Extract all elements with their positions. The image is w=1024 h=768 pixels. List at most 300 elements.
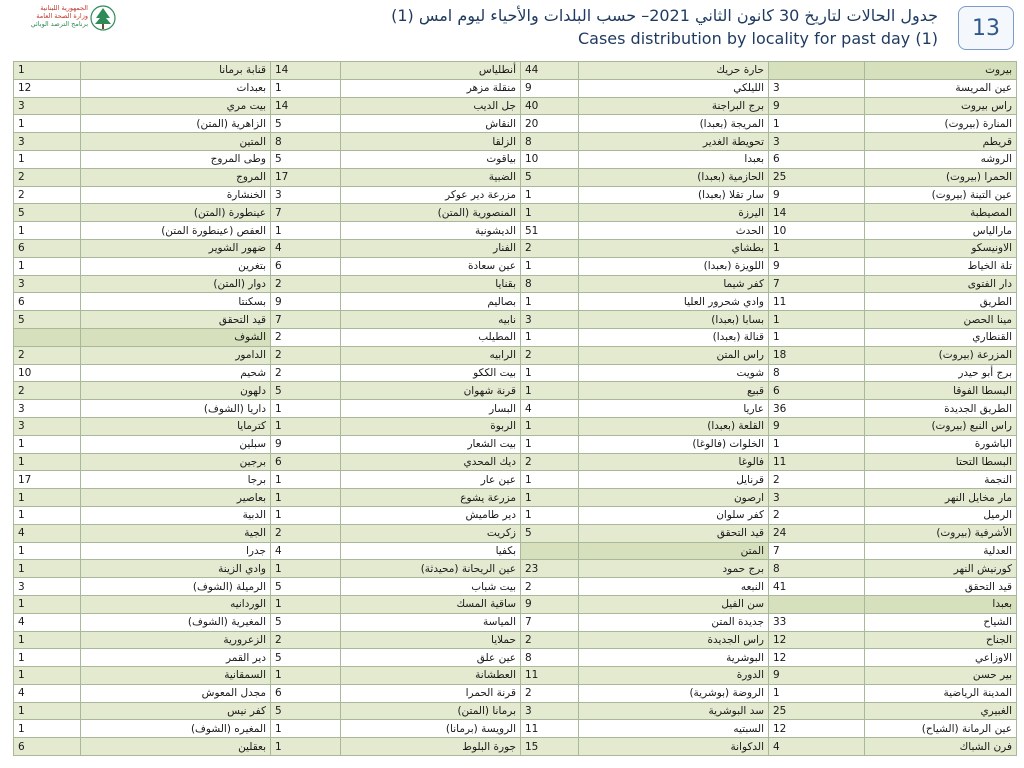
logo-line-1: الجمهورية اللبنانية	[40, 4, 88, 12]
locality-name: الحازمية (بعبدا)	[579, 168, 769, 186]
locality-name: بطشاي	[579, 239, 769, 257]
locality-name: جدرا	[81, 542, 271, 560]
locality-name: عين عار	[341, 471, 521, 489]
case-count: 9	[769, 97, 865, 115]
case-count: 1	[14, 560, 81, 578]
locality-name: سد البوشرية	[579, 702, 769, 720]
case-count: 7	[271, 204, 341, 222]
locality-name: فرن الشباك	[865, 738, 1017, 756]
case-count: 14	[769, 204, 865, 222]
table-row	[14, 79, 1017, 97]
case-count: 18	[769, 346, 865, 364]
case-count: 2	[14, 382, 81, 400]
case-count: 3	[14, 400, 81, 418]
case-count: 1	[14, 649, 81, 667]
ministry-logo	[8, 4, 116, 34]
case-count: 4	[14, 613, 81, 631]
case-count	[769, 595, 865, 613]
locality-name: البسطا التحتا	[865, 453, 1017, 471]
locality-name: المصيطبة	[865, 204, 1017, 222]
cases-table-container	[14, 61, 1017, 756]
locality-name: ساقية المسك	[341, 595, 521, 613]
table-row	[14, 613, 1017, 631]
case-count: 6	[769, 382, 865, 400]
case-count: 8	[271, 133, 341, 151]
table-row	[14, 471, 1017, 489]
case-count: 6	[271, 684, 341, 702]
locality-name: مزرعة يشوع	[341, 489, 521, 507]
locality-name: برجين	[81, 453, 271, 471]
title-arabic: جدول الحالات لتاريخ 30 كانون الثاني 2021– حسب البلدات والأحياء ليوم امس (1)	[391, 6, 938, 25]
table-row	[14, 222, 1017, 240]
locality-name: السبتيه	[579, 720, 769, 738]
locality-name: المدينة الرياضية	[865, 684, 1017, 702]
locality-name: سبلين	[81, 435, 271, 453]
case-count: 1	[271, 79, 341, 97]
locality-name: كفر نيس	[81, 702, 271, 720]
table-row	[14, 720, 1017, 738]
locality-name: الاوزاعي	[865, 649, 1017, 667]
case-count: 5	[271, 382, 341, 400]
locality-name: قيد التحقق	[865, 578, 1017, 596]
case-count: 1	[14, 150, 81, 168]
locality-name: الخلوات (فالوغا)	[579, 435, 769, 453]
locality-name: الليلكي	[579, 79, 769, 97]
case-count: 9	[769, 257, 865, 275]
case-count: 1	[769, 435, 865, 453]
case-count: 8	[521, 133, 579, 151]
locality-name: الدبية	[81, 506, 271, 524]
locality-name: كفر سلوان	[579, 506, 769, 524]
case-count: 7	[769, 275, 865, 293]
table-row	[14, 186, 1017, 204]
case-count: 2	[521, 453, 579, 471]
locality-name: مار مخايل النهر	[865, 489, 1017, 507]
locality-name: تحويطة الغدير	[579, 133, 769, 151]
case-count: 8	[521, 275, 579, 293]
case-count: 5	[271, 649, 341, 667]
locality-name: النجمة	[865, 471, 1017, 489]
case-count: 23	[521, 560, 579, 578]
table-row	[14, 578, 1017, 596]
logo-line-3: برنامج الترصد الوبائي	[30, 20, 88, 28]
table-row	[14, 400, 1017, 418]
page-header	[0, 0, 1024, 58]
case-count: 2	[521, 346, 579, 364]
locality-name: شويت	[579, 364, 769, 382]
locality-name: وادي شحرور العليا	[579, 293, 769, 311]
case-count: 12	[769, 631, 865, 649]
case-count: 9	[521, 595, 579, 613]
locality-name: المتين	[81, 133, 271, 151]
case-count: 10	[769, 222, 865, 240]
case-count: 4	[521, 400, 579, 418]
locality-name: ضهور الشوير	[81, 239, 271, 257]
case-count: 9	[769, 417, 865, 435]
locality-name: الروضة (بوشرية)	[579, 684, 769, 702]
locality-name: الطريق	[865, 293, 1017, 311]
case-count: 3	[769, 133, 865, 151]
locality-name: برج البراجنة	[579, 97, 769, 115]
case-count: 3	[521, 702, 579, 720]
locality-name: المريجة (بعبدا)	[579, 115, 769, 133]
locality-name: الجية	[81, 524, 271, 542]
case-count: 1	[521, 204, 579, 222]
locality-name: الاونيسكو	[865, 239, 1017, 257]
locality-name: الرميل	[865, 506, 1017, 524]
table-row	[14, 168, 1017, 186]
case-count: 1	[769, 239, 865, 257]
case-count: 2	[521, 239, 579, 257]
locality-name: الروشه	[865, 150, 1017, 168]
table-row	[14, 506, 1017, 524]
case-count: 1	[271, 667, 341, 685]
case-count: 3	[14, 133, 81, 151]
case-count: 11	[521, 667, 579, 685]
locality-name: عين سعادة	[341, 257, 521, 275]
case-count: 8	[769, 560, 865, 578]
locality-name: بعبدا	[865, 595, 1017, 613]
table-row	[14, 346, 1017, 364]
locality-name: قنالة (بعبدا)	[579, 328, 769, 346]
case-count: 1	[14, 702, 81, 720]
locality-name: المياسة	[341, 613, 521, 631]
case-count: 4	[769, 738, 865, 756]
case-count: 1	[14, 115, 81, 133]
locality-name: عين الريحانة (محيدثة)	[341, 560, 521, 578]
case-count: 51	[521, 222, 579, 240]
locality-name: عينطورة (المتن)	[81, 204, 271, 222]
case-count: 17	[14, 471, 81, 489]
table-row	[14, 453, 1017, 471]
table-row	[14, 239, 1017, 257]
case-count: 3	[769, 79, 865, 97]
locality-name: عين علق	[341, 649, 521, 667]
case-count: 1	[271, 595, 341, 613]
locality-name: جل الديب	[341, 97, 521, 115]
table-row	[14, 204, 1017, 222]
case-count: 12	[769, 649, 865, 667]
case-count: 1	[769, 311, 865, 329]
case-count: 20	[521, 115, 579, 133]
locality-name: مينا الحصن	[865, 311, 1017, 329]
locality-name: برجا	[81, 471, 271, 489]
case-count: 40	[521, 97, 579, 115]
locality-name: بعاصير	[81, 489, 271, 507]
locality-name: مجدل المعوش	[81, 684, 271, 702]
locality-name: المغيره (الشوف)	[81, 720, 271, 738]
case-count: 5	[271, 613, 341, 631]
locality-name: الطريق الجديدة	[865, 400, 1017, 418]
locality-name: الزلقا	[341, 133, 521, 151]
locality-name: بيت الشعار	[341, 435, 521, 453]
locality-name: وادي الزينة	[81, 560, 271, 578]
locality-name: نابيه	[341, 311, 521, 329]
case-count: 9	[271, 435, 341, 453]
case-count: 1	[521, 328, 579, 346]
case-count: 1	[14, 595, 81, 613]
case-count: 1	[769, 684, 865, 702]
locality-name: بسابا (بعبدا)	[579, 311, 769, 329]
locality-name: بيروت	[865, 62, 1017, 80]
locality-name: دار الفتوى	[865, 275, 1017, 293]
case-count: 36	[769, 400, 865, 418]
table-row	[14, 382, 1017, 400]
locality-name: الحمرا (بيروت)	[865, 168, 1017, 186]
case-count: 2	[769, 471, 865, 489]
locality-name: دير القمر	[81, 649, 271, 667]
page-number-badge: 13	[958, 6, 1014, 50]
case-count: 2	[271, 328, 341, 346]
locality-name: الأشرفية (بيروت)	[865, 524, 1017, 542]
locality-name: سار تقلا (بعبدا)	[579, 186, 769, 204]
locality-name: الفنار	[341, 239, 521, 257]
locality-name: حارة حريك	[579, 62, 769, 80]
locality-name: سن الفيل	[579, 595, 769, 613]
locality-name: النبعه	[579, 578, 769, 596]
case-count: 9	[271, 293, 341, 311]
case-count: 5	[271, 578, 341, 596]
locality-name: اللويزة (بعبدا)	[579, 257, 769, 275]
locality-name: الزاهرية (المتن)	[81, 115, 271, 133]
case-count: 1	[14, 453, 81, 471]
case-count: 1	[521, 293, 579, 311]
locality-name: السمقانية	[81, 667, 271, 685]
case-count: 10	[521, 150, 579, 168]
title-english: Cases distribution by locality for past day (1)	[577, 29, 938, 48]
locality-name: منقلة مزهر	[341, 79, 521, 97]
locality-name: الباشورة	[865, 435, 1017, 453]
case-count: 7	[521, 613, 579, 631]
locality-name: كترمايا	[81, 417, 271, 435]
case-count: 1	[271, 222, 341, 240]
case-count: 1	[271, 720, 341, 738]
case-count: 33	[769, 613, 865, 631]
locality-name: قرنايل	[579, 471, 769, 489]
case-count: 17	[271, 168, 341, 186]
case-count: 4	[271, 542, 341, 560]
case-count: 5	[14, 311, 81, 329]
locality-name: راس المتن	[579, 346, 769, 364]
locality-name: عاريا	[579, 400, 769, 418]
locality-name: قيد التحقق	[81, 311, 271, 329]
case-count: 12	[769, 720, 865, 738]
locality-name: قبيع	[579, 382, 769, 400]
case-count: 1	[769, 115, 865, 133]
locality-name: الشوف	[81, 328, 271, 346]
case-count: 1	[271, 400, 341, 418]
case-count: 5	[271, 115, 341, 133]
locality-name: بسكنتا	[81, 293, 271, 311]
locality-name: الدورة	[579, 667, 769, 685]
locality-name: القنطاري	[865, 328, 1017, 346]
case-count: 1	[14, 506, 81, 524]
locality-name: ديك المحدي	[341, 453, 521, 471]
case-count: 11	[521, 720, 579, 738]
table-row	[14, 560, 1017, 578]
table-row	[14, 275, 1017, 293]
locality-name: البسار	[341, 400, 521, 418]
locality-name: قيد التحقق	[579, 524, 769, 542]
locality-name: المطيلب	[341, 328, 521, 346]
locality-name: النقاش	[341, 115, 521, 133]
case-count: 1	[271, 738, 341, 756]
case-count: 1	[271, 471, 341, 489]
locality-name: راس بيروت	[865, 97, 1017, 115]
locality-name: المروج	[81, 168, 271, 186]
locality-name: الشياح	[865, 613, 1017, 631]
table-row	[14, 364, 1017, 382]
case-count: 25	[769, 702, 865, 720]
locality-name: داريا (الشوف)	[81, 400, 271, 418]
case-count: 1	[521, 382, 579, 400]
locality-name: العدلية	[865, 542, 1017, 560]
locality-name: كفر شيما	[579, 275, 769, 293]
locality-name: المتن	[579, 542, 769, 560]
cases-table	[13, 61, 1017, 756]
case-count: 1	[14, 435, 81, 453]
case-count: 3	[14, 578, 81, 596]
locality-name: الدامور	[81, 346, 271, 364]
locality-name: الديشونية	[341, 222, 521, 240]
case-count: 6	[769, 150, 865, 168]
locality-name: العفص (عينطورة المتن)	[81, 222, 271, 240]
locality-name: بيت مري	[81, 97, 271, 115]
case-count	[769, 62, 865, 80]
table-row	[14, 702, 1017, 720]
case-count: 3	[521, 311, 579, 329]
locality-name: راس الجديدة	[579, 631, 769, 649]
locality-name: مارالياس	[865, 222, 1017, 240]
case-count: 1	[14, 62, 81, 80]
locality-name: بيت شباب	[341, 578, 521, 596]
case-count: 1	[521, 471, 579, 489]
case-count: 5	[14, 204, 81, 222]
case-count: 12	[14, 79, 81, 97]
locality-name: راس النبع (بيروت)	[865, 417, 1017, 435]
case-count: 4	[14, 684, 81, 702]
locality-name: الغبيري	[865, 702, 1017, 720]
locality-name: بكفيا	[341, 542, 521, 560]
case-count: 6	[14, 293, 81, 311]
locality-name: المزرعة (بيروت)	[865, 346, 1017, 364]
table-row	[14, 595, 1017, 613]
case-count: 3	[14, 97, 81, 115]
case-count: 1	[14, 631, 81, 649]
case-count: 2	[271, 346, 341, 364]
locality-name: الجناح	[865, 631, 1017, 649]
locality-name: بصاليم	[341, 293, 521, 311]
case-count: 4	[14, 524, 81, 542]
case-count: 5	[521, 168, 579, 186]
cedar-icon	[90, 4, 116, 34]
table-row	[14, 257, 1017, 275]
locality-name: جورة البلوط	[341, 738, 521, 756]
locality-name: قرنة الحمرا	[341, 684, 521, 702]
case-count: 2	[769, 506, 865, 524]
locality-name: زكريت	[341, 524, 521, 542]
case-count: 8	[521, 649, 579, 667]
case-count: 2	[271, 631, 341, 649]
case-count: 2	[271, 275, 341, 293]
ministry-logo-text	[31, 4, 88, 28]
locality-name: الربوة	[341, 417, 521, 435]
case-count: 3	[769, 489, 865, 507]
case-count: 15	[521, 738, 579, 756]
locality-name: الدكوانة	[579, 738, 769, 756]
locality-name: الرويسة (برمانا)	[341, 720, 521, 738]
table-row	[14, 97, 1017, 115]
locality-name: مزرعة دير عوكر	[341, 186, 521, 204]
case-count: 1	[521, 506, 579, 524]
table-row	[14, 738, 1017, 756]
locality-name: المنارة (بيروت)	[865, 115, 1017, 133]
locality-name: الوردانيه	[81, 595, 271, 613]
locality-name: برج أبو حيدر	[865, 364, 1017, 382]
case-count: 11	[769, 293, 865, 311]
case-count: 1	[14, 542, 81, 560]
table-row	[14, 62, 1017, 80]
logo-line-2: وزارة الصحة العامة	[36, 12, 88, 20]
table-row	[14, 435, 1017, 453]
table-row	[14, 524, 1017, 542]
locality-name: عين الرمانة (الشياح)	[865, 720, 1017, 738]
case-count: 6	[14, 738, 81, 756]
case-count: 2	[14, 186, 81, 204]
locality-name: جديدة المتن	[579, 613, 769, 631]
case-count: 2	[521, 578, 579, 596]
case-count: 1	[14, 720, 81, 738]
locality-name: بعقلين	[81, 738, 271, 756]
locality-name: اليرزة	[579, 204, 769, 222]
locality-name: حملايا	[341, 631, 521, 649]
locality-name: قرنة شهوان	[341, 382, 521, 400]
case-count: 1	[14, 257, 81, 275]
case-count: 1	[271, 489, 341, 507]
locality-name: البسطا الفوقا	[865, 382, 1017, 400]
locality-name: فالوغا	[579, 453, 769, 471]
case-count: 5	[271, 702, 341, 720]
locality-name: بياقوت	[341, 150, 521, 168]
locality-name: دوار (المتن)	[81, 275, 271, 293]
case-count: 1	[271, 506, 341, 524]
locality-name: الرميلة (الشوف)	[81, 578, 271, 596]
table-row	[14, 150, 1017, 168]
locality-name: قنابة برمانا	[81, 62, 271, 80]
case-count: 7	[769, 542, 865, 560]
case-count: 44	[521, 62, 579, 80]
case-count: 1	[521, 364, 579, 382]
case-count: 1	[14, 489, 81, 507]
case-count: 2	[271, 524, 341, 542]
case-count	[14, 328, 81, 346]
table-row	[14, 115, 1017, 133]
case-count: 2	[521, 684, 579, 702]
case-count: 6	[271, 453, 341, 471]
table-row	[14, 417, 1017, 435]
locality-name: المغيرية (الشوف)	[81, 613, 271, 631]
locality-name: الخنشارة	[81, 186, 271, 204]
case-count: 5	[521, 524, 579, 542]
case-count: 4	[271, 239, 341, 257]
case-count: 1	[271, 417, 341, 435]
case-count: 1	[769, 328, 865, 346]
table-row	[14, 684, 1017, 702]
case-count: 1	[521, 417, 579, 435]
case-count: 1	[521, 257, 579, 275]
case-count: 14	[271, 62, 341, 80]
locality-name: القلعة (بعبدا)	[579, 417, 769, 435]
